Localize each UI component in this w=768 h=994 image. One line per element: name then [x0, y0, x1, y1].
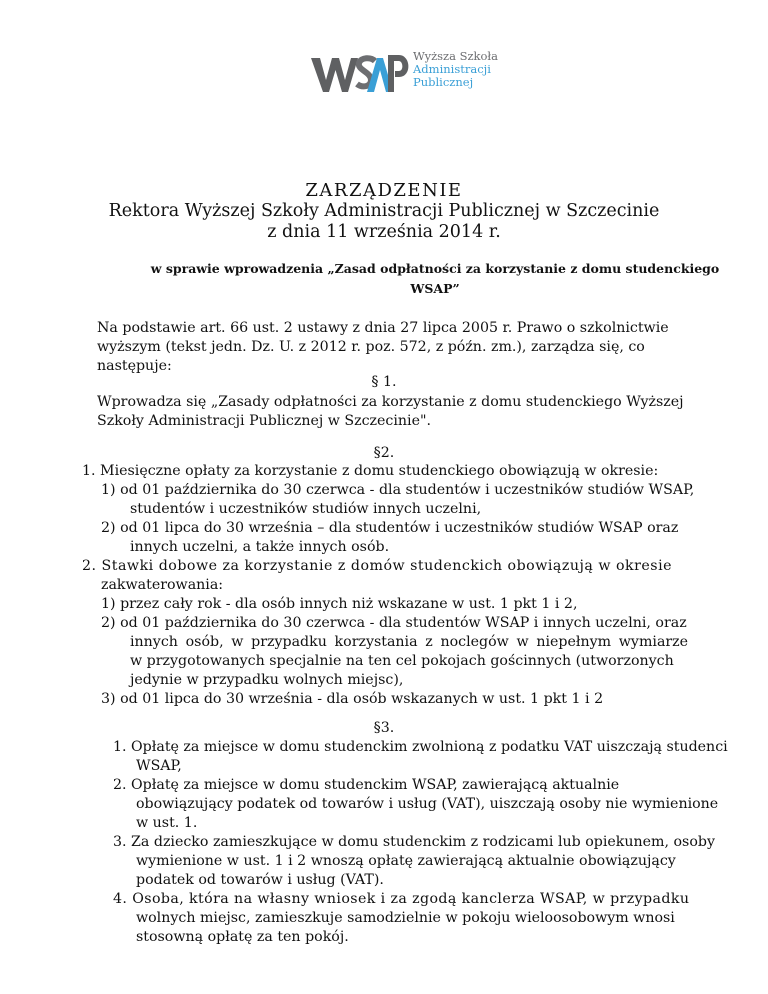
section-1-line-2: Szkoły Administracji Publicznej w Szczecinie". — [97, 412, 432, 429]
section-3-heading: §3. — [373, 720, 395, 736]
section-3-line: podatek od towarów i usług (VAT). — [136, 872, 384, 888]
section-2-line: zakwaterowania: — [101, 577, 224, 593]
section-2-line: 3) od 01 lipca do 30 września - dla osób wskazanych w ust. 1 pkt 1 i 2 — [101, 691, 604, 707]
wsap-logo-mark-icon — [311, 54, 409, 94]
subject-line-1: w sprawie wprowadzenia „Zasad odpłatności za korzystanie z domu studenckiego — [150, 261, 720, 276]
document-subtitle-date: z dnia 11 września 2014 r. — [267, 222, 501, 242]
section-3-line: wolnych miejsc, zamieszkuje samodzielnie w pokoju wieloosobowym wnosi — [136, 910, 675, 926]
section-1-body — [97, 393, 697, 431]
section-3-line: 1. Opłatę za miejsce w domu studenckim zwolnioną z podatku VAT uiszczają studenci — [113, 739, 728, 755]
logo-line-1: Wyższa Szkoła — [413, 49, 499, 63]
section-3-line: obowiązujący podatek od towarów i usług (VAT), uiszczają osoby nie wymienione — [136, 796, 719, 812]
logo-line-2: Administracji — [413, 62, 491, 76]
section-3-line: WSAP, — [136, 758, 182, 774]
wsap-logo — [311, 50, 511, 100]
section-2-line: 2) od 01 lipca do 30 września – dla studentów i uczestników studiów WSAP oraz — [101, 520, 679, 536]
section-2-line: 1. Miesięczne opłaty za korzystanie z domu studenckiego obowiązują w okresie: — [82, 463, 659, 479]
logo-text — [413, 50, 498, 89]
section-2-line: innych uczelni, a także innych osób. — [130, 539, 390, 555]
section-2-line: 1) od 01 października do 30 czerwca - dla studentów i uczestników studiów WSAP, — [101, 482, 695, 498]
section-3-line: 4. Osoba, która na własny wniosek i za zgodą kanclerza WSAP, w przypadku — [113, 891, 690, 907]
section-2-line: 2. Stawki dobowe za korzystanie z domów studenckich obowiązują w okresie — [82, 558, 673, 574]
section-3-line: 2. Opłatę za miejsce w domu studenckim WSAP, zawierającą aktualnie — [113, 777, 620, 793]
document-subject — [140, 259, 730, 299]
section-2-line: studentów i uczestników studiów innych uczelni, — [130, 501, 482, 517]
section-3-line: stosowną opłatę za ten pokój. — [136, 929, 349, 945]
section-1-heading: § 1. — [371, 374, 397, 390]
legal-basis-line-2: wyższym (tekst jedn. Dz. U. z 2012 r. poz. 572, z późn. zm.), zarządza się, co następuje: — [97, 338, 645, 374]
section-3-line: w ust. 1. — [136, 815, 198, 831]
subject-line-2: WSAP” — [410, 281, 460, 296]
section-3-line: wymienione w ust. 1 i 2 wnoszą opłatę zawierającą aktualnie obowiązujący — [136, 853, 676, 869]
section-2-line: innych osób, w przypadku korzystania z noclegów w niepełnym wymiarze — [130, 634, 689, 650]
legal-basis — [97, 319, 697, 375]
section-3-line: 3. Za dziecko zamieszkujące w domu studenckim z rodzicami lub opiekunem, osoby — [113, 834, 715, 850]
section-1-line-1: Wprowadza się „Zasady odpłatności za korzystanie z domu studenckiego Wyższej — [97, 394, 684, 410]
legal-basis-line-1: Na podstawie art. 66 ust. 2 ustawy z dnia 27 lipca 2005 r. Prawo o szkolnictwie — [97, 320, 669, 336]
section-2-line: 2) od 01 października do 30 czerwca - dla studentów WSAP i innych uczelni, oraz — [101, 615, 687, 631]
logo-line-3: Publicznej — [413, 75, 474, 89]
section-2-heading: §2. — [373, 445, 395, 461]
section-2-line: jedynie w przypadku wolnych miejsc), — [130, 672, 404, 688]
document-title: ZARZĄDZENIE — [305, 180, 463, 201]
document-subtitle-issuer: Rektora Wyższej Szkoły Administracji Publicznej w Szczecinie — [108, 201, 660, 221]
section-2-line: 1) przez cały rok - dla osób innych niż wskazane w ust. 1 pkt 1 i 2, — [101, 596, 578, 612]
section-2-line: w przygotowanych specjalnie na ten cel pokojach gościnnych (utworzonych — [130, 653, 674, 669]
